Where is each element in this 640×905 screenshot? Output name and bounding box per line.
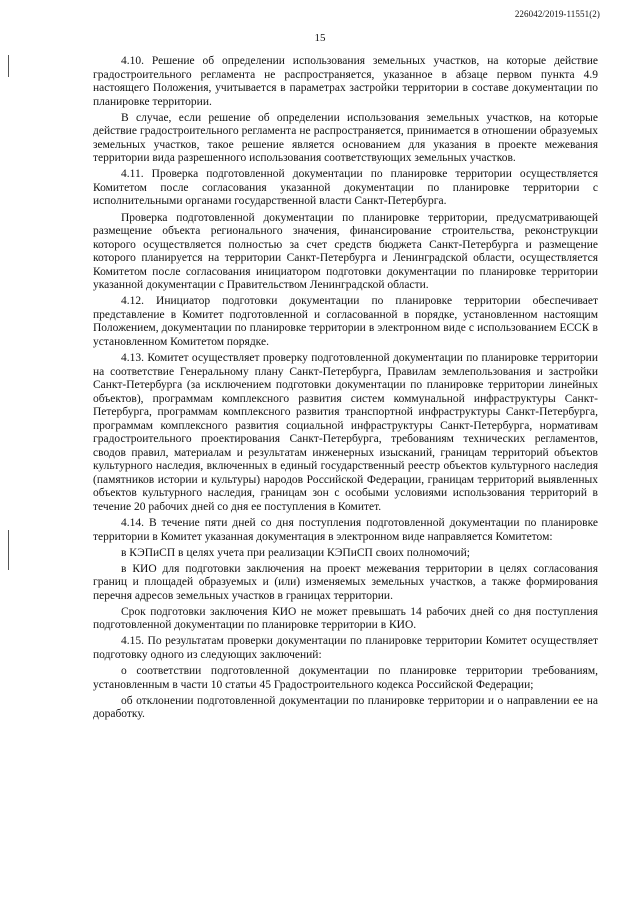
registration-number: 226042/2019-11551(2) [514, 9, 600, 19]
list-item-compliance: о соответствии подготовленной документации по планировке территории требованиям, установленным в части 10 статьи 45 Градостроительного кодекса Российской Федерации; [93, 665, 598, 691]
paragraph-kio-deadline: Срок подготовки заключения КИО не может превышать 14 рабочих дней со дня поступления подготовленной документации по планировке территории в КИО. [93, 605, 598, 632]
margin-mark [8, 530, 9, 570]
list-item-kepisp: в КЭПиСП в целях учета при реализации КЭПиСП своих полномочий; [121, 546, 470, 559]
page-number: 15 [314, 32, 326, 44]
paragraph-4-10: 4.10. Решение об определении использования земельных участков, на которые действие градостроительного регламента не распространяется, указанное в абзаце первом пункта 4.9 настоящего Положения, учитывается в параметрах застройки территории в составе документации по планировке территории. [93, 55, 598, 108]
paragraph-4-13: 4.13. Комитет осуществляет проверку подготовленной документации по планировке территории на соответствие Генеральному плану Санкт-Петербурга, Правилам землепользования и застройки Санкт-Петербурга (за исключением подготовки документации по планировке территории линейных объектов), программам комплексного развития систем коммунальной инфраструктуры Санкт-Петербурга, программам комплексного развития транспортной инфраструктуры Санкт-Петербурга, программам комплексного развития социальной инфраструктуры Санкт-Петербурга, нормативам градостроительного проектирования Санкт-Петербурга, требованиям технических регламентов, сводов правил, материалам и результатам инженерных изысканий, границам территорий объектов культурного наследия, включенных в единый государственный реестр объектов культурного наследия (памятников истории и культуры) народов Российской Федерации, границам территорий выявленных объектов культурного наследия, границам зон с особыми условиями использования территорий в течение 20 рабочих дней со дня ее поступления в Комитет. [93, 351, 598, 513]
list-item-rejection: об отклонении подготовленной документации по планировке территории и о направлении ее на доработку. [93, 694, 598, 721]
paragraph-4-11-check: Проверка подготовленной документации по планировке территории, предусматривающей размещение объекта регионального значения, финансирование строительства, реконструкции которого осуществляется полностью за счет средств бюджета Санкт-Петербурга и размещение которого планируется на территории Санкт-Петербурга и Ленинградской области, осуществляется Комитетом после согласования инициатором подготовки документации по планировке территории указанной документации с Правительством Ленинградской области. [93, 211, 598, 292]
document-body [93, 55, 598, 724]
paragraph-4-11: 4.11. Проверка подготовленной документации по планировке территории осуществляется Комитетом после согласования указанной документации по планировке территории с исполнительными органами государственной власти Санкт-Петербурга. [93, 168, 598, 208]
margin-mark [8, 55, 9, 77]
paragraph-4-12: 4.12. Инициатор подготовки документации по планировке территории обеспечивает представление в Комитет подготовленной и согласованной в порядке, установленном настоящим Положением, документации по планировке территории в электронном виде с использованием ЕССК в установленном Комитетом порядке. [93, 295, 598, 348]
paragraph-4-15: 4.15. По результатам проверки документации по планировке территории Комитет осуществляет подготовку одного из следующих заключений: [93, 635, 598, 661]
paragraph-4-10-case: В случае, если решение об определении использования земельных участков, на которые действие градостроительного регламента не распространяется, принимается в отношении образуемых земельных участков, такое решение является основанием для указания в проекте межевания территории вида разрешенного использования соответствующих земельных участков. [93, 111, 598, 165]
list-item-kio: в КИО для подготовки заключения на проект межевания территории в целях согласования границ и площадей образуемых и (или) изменяемых земельных участков, а также формирования перечня адресов земельных участков в границах территории. [93, 562, 598, 602]
paragraph-4-14: 4.14. В течение пяти дней со дня поступления подготовленной документации по планировке территории в Комитет указанная документация в электронном виде направляется Комитетом: [93, 517, 598, 543]
